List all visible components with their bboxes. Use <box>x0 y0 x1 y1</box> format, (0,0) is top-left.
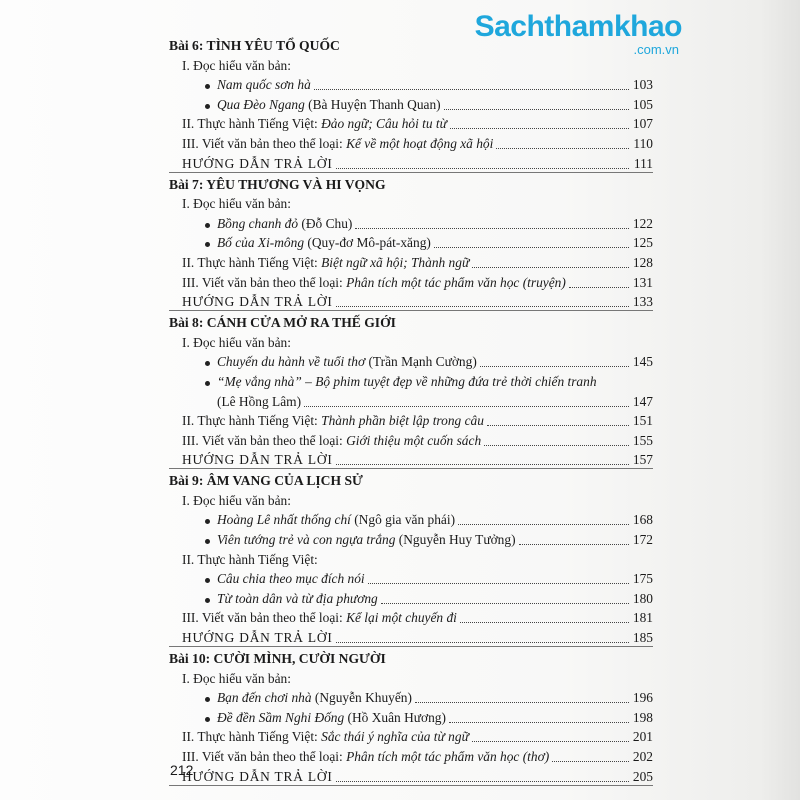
section-heading <box>169 173 653 194</box>
entry-title <box>182 58 291 75</box>
toc-entry <box>169 707 653 727</box>
entry-title <box>182 552 318 569</box>
toc-entry <box>169 668 653 688</box>
entry-text: (Hồ Xuân Hương) <box>344 709 446 725</box>
dot-leader <box>304 406 629 407</box>
toc-entry <box>169 529 653 549</box>
entry-title <box>182 671 291 688</box>
entry-text: Bạn đến chơi nhà <box>217 690 312 706</box>
entry-text: III. Viết văn bản theo thể loại: <box>182 432 347 448</box>
entry-text: Sắc thái ý nghĩa của từ ngữ <box>321 729 469 745</box>
entry-page-number: 168 <box>632 512 653 528</box>
dot-leader <box>444 109 629 110</box>
entry-text: Phân tích một tác phẩm văn học (truyện) <box>346 274 566 290</box>
entry-text: I. Đọc hiểu văn bản: <box>182 57 291 73</box>
dot-leader <box>336 168 629 169</box>
entry-page-number: 172 <box>632 532 653 548</box>
dot-leader <box>519 544 629 545</box>
entry-title <box>182 413 484 430</box>
entry-text: Câu chia theo mục đích nói <box>217 571 365 587</box>
toc-entry <box>169 233 653 253</box>
entry-text: HƯỚNG DẪN TRẢ LỜI <box>182 294 333 310</box>
entry-text: III. Viết văn bản theo thể loại: <box>182 749 347 764</box>
dot-leader <box>449 722 629 723</box>
entry-text: II. Thực hành Tiếng Việt: <box>182 551 318 567</box>
dot-leader <box>496 148 629 149</box>
dot-leader <box>415 702 629 703</box>
entry-text: Viên tướng trẻ và con ngựa trắng <box>217 532 396 548</box>
toc-entry <box>169 608 653 628</box>
section-divider <box>169 785 653 786</box>
entry-title <box>205 97 441 114</box>
toc-entry <box>169 55 653 75</box>
entry-page-number: 151 <box>632 413 653 429</box>
dot-leader <box>472 267 629 268</box>
entry-text: Đảo ngữ; Câu hỏi tu từ <box>321 116 447 132</box>
entry-text: I. Đọc hiểu văn bản: <box>182 492 291 508</box>
entry-text: HƯỚNG DẪN TRẢ LỜI <box>182 452 333 468</box>
entry-title <box>205 571 365 588</box>
toc-entry <box>169 292 653 312</box>
entry-text: III. Viết văn bản theo thể loại: <box>182 135 347 151</box>
toc-entry <box>169 391 653 411</box>
dot-leader <box>336 642 629 643</box>
entry-page-number: 133 <box>632 294 653 310</box>
entry-title <box>205 235 431 252</box>
entry-text: Chuyến du hành về tuổi thơ <box>217 354 366 370</box>
entry-title <box>205 690 412 707</box>
entry-page-number: 103 <box>632 77 653 93</box>
toc-entry <box>169 688 653 708</box>
entry-title <box>182 116 447 133</box>
toc-entry <box>169 766 653 786</box>
toc-entry <box>169 510 653 530</box>
dot-leader <box>336 464 629 465</box>
entry-page-number: 125 <box>632 235 653 251</box>
toc-entry <box>169 430 653 450</box>
dot-leader <box>472 741 629 742</box>
entry-text: II. Thực hành Tiếng Việt: <box>182 116 322 132</box>
bullet-icon <box>205 104 210 109</box>
entry-page-number: 105 <box>632 96 653 112</box>
entry-title <box>205 710 446 727</box>
entry-text: Biệt ngữ xã hội; Thành ngữ <box>321 254 470 270</box>
toc-entry <box>169 450 653 470</box>
dot-leader <box>487 425 629 426</box>
dot-leader <box>368 583 629 584</box>
entry-text: Nam quốc sơn hà <box>217 77 311 93</box>
entry-title <box>182 335 291 352</box>
dot-leader <box>480 366 629 367</box>
dot-leader <box>484 445 629 446</box>
entry-text: III. Viết văn bản theo thể loại: <box>182 610 347 626</box>
toc-entry <box>169 746 653 766</box>
entry-title <box>205 532 516 549</box>
toc-entry <box>169 352 653 372</box>
entry-page-number: 107 <box>632 116 653 132</box>
entry-title <box>182 255 469 272</box>
entry-text: Phân tích một tác phẩm văn học (thơ) <box>346 749 550 764</box>
entry-text: Từ toàn dân và từ địa phương <box>217 590 378 606</box>
entry-text: HƯỚNG DẪN TRẢ LỜI <box>182 155 333 171</box>
entry-text: Hoàng Lê nhất thống chí <box>217 512 351 528</box>
entry-page-number: 198 <box>632 709 653 725</box>
section-title: Bài 10: CƯỜI MÌNH, CƯỜI NGƯỜI <box>169 651 386 667</box>
bullet-icon <box>205 223 210 228</box>
entry-text: II. Thực hành Tiếng Việt: <box>182 254 322 270</box>
entry-text: (Nguyễn Huy Tưởng) <box>395 532 516 548</box>
toc-entry <box>169 332 653 352</box>
entry-text: Qua Đèo Ngang <box>217 96 305 112</box>
section-title: Bài 6: TÌNH YÊU TỔ QUỐC <box>169 38 340 53</box>
toc-entry <box>169 272 653 292</box>
entry-text: (Nguyễn Khuyến) <box>311 690 412 706</box>
table-of-contents <box>169 34 653 786</box>
entry-title <box>182 275 566 292</box>
entry-title <box>217 394 301 411</box>
toc-entry <box>169 153 653 173</box>
section-title: Bài 7: YÊU THƯƠNG VÀ HI VỌNG <box>169 176 386 192</box>
entry-page-number: 155 <box>632 432 653 448</box>
toc-entry <box>169 411 653 431</box>
entry-text: (Đỗ Chu) <box>298 215 353 231</box>
dot-leader <box>552 761 629 762</box>
entry-title <box>205 374 597 391</box>
entry-page-number: 180 <box>632 590 653 606</box>
entry-page-number: 110 <box>633 135 653 151</box>
toc-entry <box>169 371 653 391</box>
toc-entry <box>169 490 653 510</box>
section-heading <box>169 34 653 55</box>
brand-name: Sachthamkhao <box>474 10 682 43</box>
entry-title <box>182 610 457 627</box>
entry-title <box>205 77 311 94</box>
entry-page-number: 181 <box>632 610 653 626</box>
entry-text: (Bà Huyện Thanh Quan) <box>304 96 441 112</box>
entry-text: II. Thực hành Tiếng Việt: <box>182 413 322 429</box>
dot-leader <box>458 524 629 525</box>
dot-leader <box>336 306 629 307</box>
bullet-icon <box>205 381 210 386</box>
entry-title <box>182 749 549 766</box>
toc-entry <box>169 252 653 272</box>
entry-text: I. Đọc hiểu văn bản: <box>182 196 291 212</box>
entry-title <box>182 196 291 213</box>
entry-title <box>182 630 333 647</box>
entry-text: Kể lại một chuyến đi <box>346 610 457 626</box>
toc-entry <box>169 627 653 647</box>
dot-leader <box>314 89 629 90</box>
entry-title <box>182 433 481 450</box>
dot-leader <box>336 781 629 782</box>
section-title: Bài 9: ÂM VANG CỦA LỊCH SỬ <box>169 473 363 489</box>
toc-entry <box>169 133 653 153</box>
entry-page-number: 205 <box>632 768 653 784</box>
entry-title <box>205 354 477 371</box>
entry-text: (Ngô gia văn phái) <box>350 512 456 528</box>
entry-page-number: 128 <box>632 254 653 270</box>
toc-entry <box>169 94 653 114</box>
entry-text: Giới thiệu một cuốn sách <box>346 432 482 448</box>
toc-entry <box>169 727 653 747</box>
entry-title <box>182 452 333 469</box>
entry-text: II. Thực hành Tiếng Việt: <box>182 729 322 745</box>
toc-entry <box>169 194 653 214</box>
entry-page-number: 175 <box>632 571 653 587</box>
entry-page-number: 157 <box>632 452 653 468</box>
entry-text: Đề đền Sầm Nghi Đống <box>217 709 345 725</box>
entry-text: Bố của Xi-mông <box>217 235 305 251</box>
entry-page-number: 145 <box>632 354 653 370</box>
entry-text: Thành phần biệt lập trong câu <box>321 413 484 429</box>
entry-page-number: 131 <box>632 274 653 290</box>
dot-leader <box>569 287 629 288</box>
toc-entry <box>169 213 653 233</box>
brand-domain: .com.vn <box>633 42 679 57</box>
entry-text: HƯỚNG DẪN TRẢ LỜI <box>182 768 333 784</box>
entry-title <box>205 512 455 529</box>
entry-text: Bồng chanh đỏ <box>217 215 299 231</box>
entry-title <box>182 136 493 153</box>
toc-entry <box>169 549 653 569</box>
dot-leader <box>460 622 629 623</box>
section-heading <box>169 647 653 668</box>
entry-page-number: 122 <box>632 215 653 231</box>
section-title: Bài 8: CÁNH CỬA MỞ RA THẾ GIỚI <box>169 315 396 331</box>
entry-text: HƯỚNG DẪN TRẢ LỜI <box>182 630 333 646</box>
entry-title <box>182 729 469 746</box>
entry-title <box>182 294 333 311</box>
entry-page-number: 196 <box>632 690 653 706</box>
entry-page-number: 147 <box>632 393 653 409</box>
toc-entry <box>169 569 653 589</box>
entry-title <box>182 156 333 173</box>
entry-text: (Quy-đơ Mô-pát-xăng) <box>304 235 431 251</box>
dot-leader <box>434 247 629 248</box>
entry-title <box>205 216 352 233</box>
toc-entry <box>169 588 653 608</box>
dot-leader <box>355 228 629 229</box>
toc-entry <box>169 114 653 134</box>
toc-entry <box>169 75 653 95</box>
dot-leader <box>381 603 629 604</box>
bullet-icon <box>205 598 210 603</box>
page-number: 212 <box>170 762 194 778</box>
entry-page-number: 185 <box>632 630 653 646</box>
entry-page-number: 111 <box>633 155 653 171</box>
entry-text: “Mẹ vắng nhà” – Bộ phim tuyệt đẹp về những đứa trẻ thời chiến tranh <box>217 373 597 389</box>
dot-leader <box>450 128 629 129</box>
section-heading <box>169 469 653 490</box>
entry-page-number: 202 <box>632 749 653 764</box>
bullet-icon <box>205 717 210 722</box>
entry-title <box>182 493 291 510</box>
entry-text: (Trần Mạnh Cường) <box>365 354 477 370</box>
entry-page-number: 201 <box>632 729 653 745</box>
entry-text: III. Viết văn bản theo thể loại: <box>182 274 347 290</box>
entry-text: (Lê Hồng Lâm) <box>217 393 302 409</box>
entry-title <box>182 769 333 786</box>
entry-text: Kể về một hoạt động xã hội <box>346 135 494 151</box>
entry-text: I. Đọc hiểu văn bản: <box>182 670 291 686</box>
entry-text: I. Đọc hiểu văn bản: <box>182 334 291 350</box>
section-heading <box>169 311 653 332</box>
entry-title <box>205 591 378 608</box>
